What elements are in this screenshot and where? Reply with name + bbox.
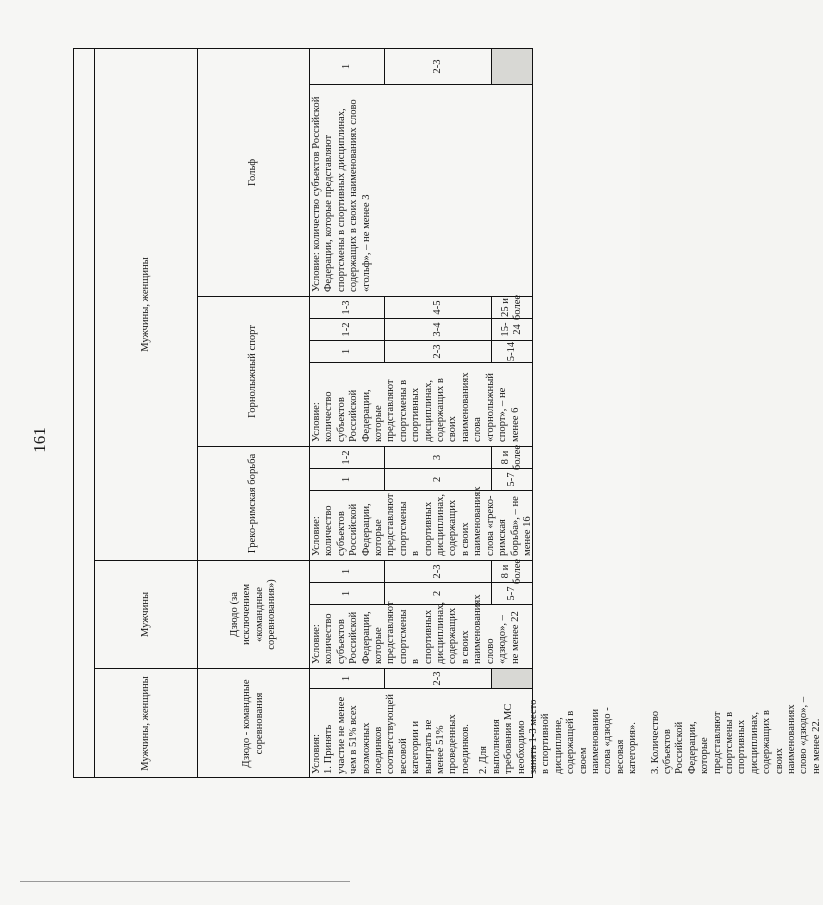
alpine-r1-c2: 4-5 — [385, 296, 492, 318]
conditions-title: Условия: — [311, 734, 322, 774]
judo-r1-c3: 8 и более — [492, 560, 533, 582]
alpine-r2-c3: 15-24 — [492, 318, 533, 340]
alpine-r3-c2: 2-3 — [385, 340, 492, 362]
condition-item-2: 2. Для выполнения требования МС необходимо занять 1-3 место в спортивной дисциплине, содержащей в своем наименовании слова «дзюдо - весовая категория». — [478, 699, 639, 774]
alpine-r3-c1: 1 — [310, 340, 385, 362]
alpine-condition: Условие: количество субъектов Российской Федерации, которые представляют спортсмены в спортивных дисциплинах, содержащих в своих наименованиях слова «горнолыжный спорт», – не менее 6 — [310, 362, 533, 446]
greco-r2-c3: 5-7 — [492, 468, 533, 490]
alpine-r3-c3: 5-14 — [492, 340, 533, 362]
golf-c1: 1 — [310, 48, 385, 84]
sport-greco: Греко-римская борьба — [198, 446, 310, 560]
golf-c3 — [492, 48, 533, 84]
page-number: 161 — [30, 427, 49, 453]
sport-judo: Дзюдо (за исключением «командные соревнования») — [198, 560, 310, 668]
sport-alpine: Горнолыжный спорт — [198, 296, 310, 446]
judo-r1-c2: 2-3 — [385, 560, 492, 582]
gender-cell-1: Мужчины, женщины — [95, 668, 198, 778]
sport-judo-team: Дзюдо - командные соревнования — [198, 668, 310, 778]
golf-condition: Условие: количество субъектов Российской Федерации, которые представляют спортсмены в спортивных дисциплинах, содержащих в своих наименованиях слово «гольф», – не менее 3 — [310, 84, 533, 296]
rotated-table — [73, 48, 822, 778]
greco-condition: Условие: количество субъектов Российской Федерации, которые представляют спортсмены в спортивных дисциплинах, содержащих в своих наименованиях слова «греко-римская борьба», – не менее 16 — [310, 490, 533, 560]
judo-team-c2: 2-3 — [385, 668, 492, 688]
judo-team-c3 — [492, 668, 533, 688]
judo-condition: Условие: количество субъектов Российской Федерации, которые представляют спортсмены в спортивных дисциплинах, содержащих в своих наименованиях слово «дзюдо», – не менее 22 — [310, 604, 533, 668]
condition-item-1: 1. Принять участие не менее чем в 51% всех возможных поединков соответствующей весовой категории и выиграть не менее 51% проведенных поединков. — [323, 694, 471, 774]
greco-r1-c1: 1-2 — [310, 446, 385, 468]
footer-rule — [20, 881, 350, 882]
golf-c2: 2-3 — [385, 48, 492, 84]
blank-column — [73, 48, 95, 778]
judo-r2-c1: 1 — [310, 582, 385, 604]
alpine-r1-c1: 1-3 — [310, 296, 385, 318]
greco-r2-c1: 1 — [310, 468, 385, 490]
greco-r1-c2: 3 — [385, 446, 492, 468]
judo-r1-c1: 1 — [310, 560, 385, 582]
gender-cell-3: Мужчины, женщины — [95, 48, 198, 560]
judo-team-conditions — [310, 688, 822, 778]
gender-cell-2: Мужчины — [95, 560, 198, 668]
sport-golf: Гольф — [198, 48, 310, 296]
judo-team-c1: 1 — [310, 668, 385, 688]
judo-r2-c3: 5-7 — [492, 582, 533, 604]
greco-r2-c2: 2 — [385, 468, 492, 490]
judo-r2-c2: 2 — [385, 582, 492, 604]
alpine-r2-c2: 3-4 — [385, 318, 492, 340]
alpine-r2-c1: 1-2 — [310, 318, 385, 340]
greco-r1-c3: 8 и более — [492, 446, 533, 468]
condition-item-3: 3. Количество субъектов Российской Федерации, которые представляют спортсмены в спортивных дисциплинах, содержащих в своих наименованиях слово «дзюдо», – не менее 22. — [649, 696, 822, 774]
alpine-r1-c3: 25 и более — [492, 296, 533, 318]
